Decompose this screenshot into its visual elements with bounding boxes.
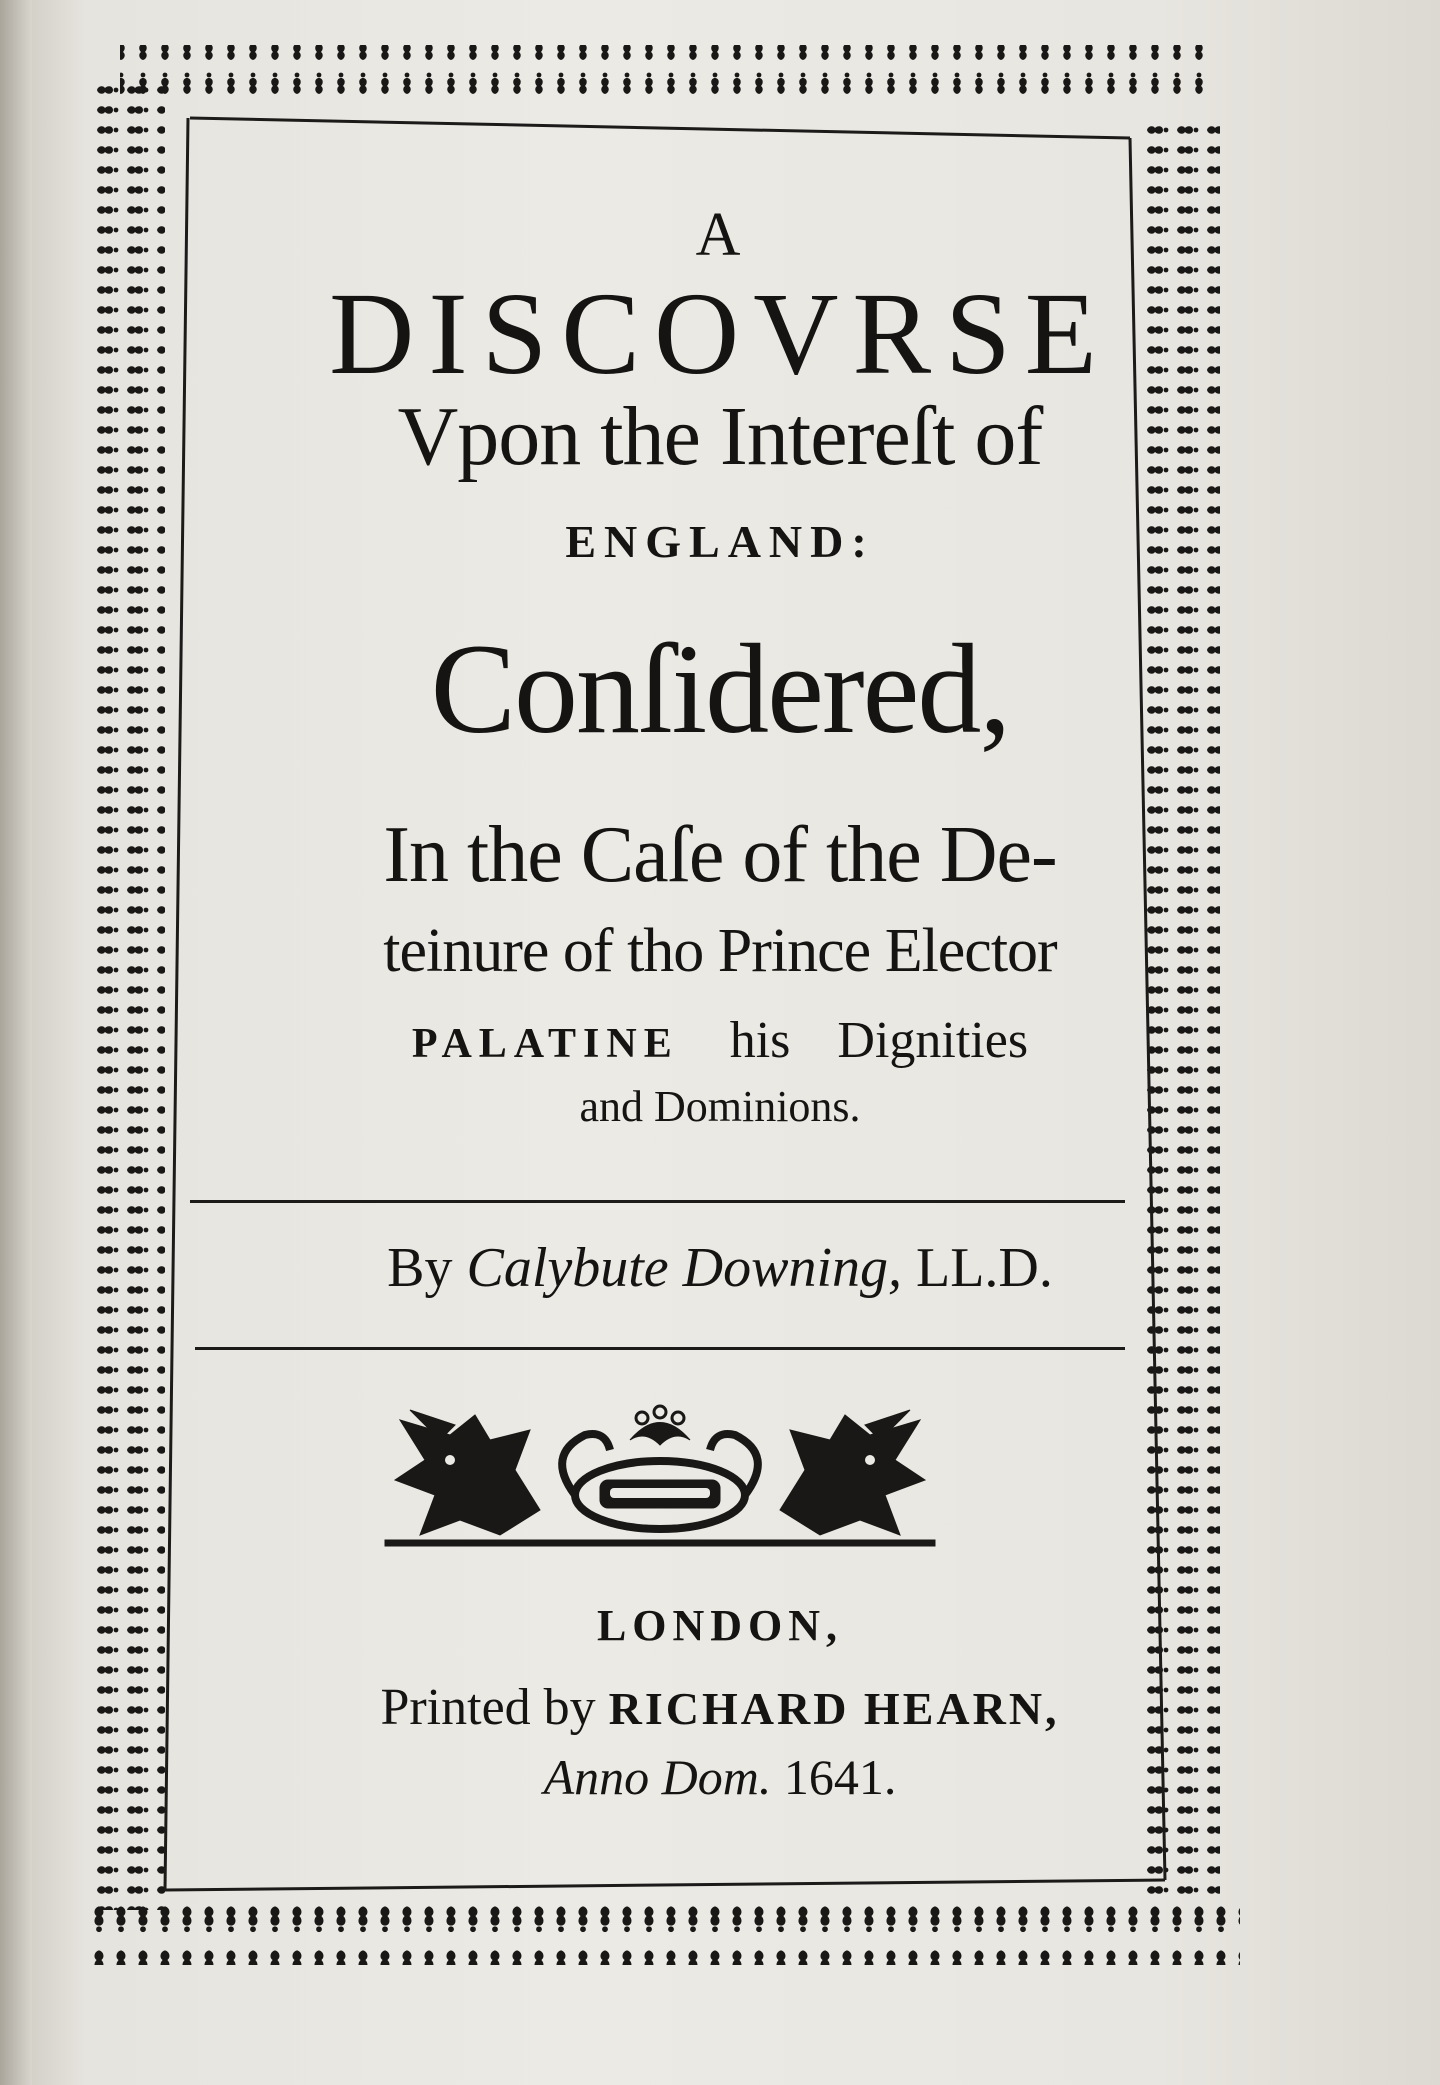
title-article: A bbox=[695, 201, 745, 269]
rule-lower bbox=[195, 1347, 1125, 1350]
title-line-palatine bbox=[0, 1012, 1440, 1069]
author-line bbox=[0, 1237, 1440, 1299]
imprint-anno: Anno Dom. bbox=[543, 1749, 772, 1805]
title-line-deteinure: teinure of tho Prince Elector bbox=[383, 917, 1057, 985]
title-main: DISCOVRSE bbox=[329, 268, 1111, 399]
title-england: ENGLAND: bbox=[565, 516, 875, 567]
title-line-dominions: and Dominions. bbox=[579, 1082, 861, 1131]
imprint-printer-line bbox=[0, 1679, 1440, 1736]
author-by: By bbox=[387, 1237, 453, 1299]
title-line-case: In the Caſe of the De- bbox=[383, 811, 1057, 899]
title-considered: Conſidered, bbox=[430, 618, 1010, 760]
imprint-date-line bbox=[0, 1749, 1440, 1805]
imprint-printed-by: Printed by bbox=[380, 1679, 596, 1736]
dignities-word: Dignities bbox=[837, 1012, 1029, 1069]
author-degree: LL.D. bbox=[916, 1237, 1053, 1299]
rule-upper bbox=[190, 1200, 1125, 1203]
palatine-word: PALATINE bbox=[411, 1021, 679, 1067]
author-name: Calybute Downing, bbox=[466, 1237, 903, 1299]
imprint-printer: RICHARD HEARN, bbox=[608, 1683, 1060, 1734]
his-word: his bbox=[729, 1012, 791, 1069]
title-line-upon: Vpon the Intereſt of bbox=[397, 390, 1043, 483]
griffin-cartouche-ornament-icon bbox=[380, 1400, 940, 1555]
imprint-year: 1641. bbox=[783, 1749, 897, 1805]
imprint-city: LONDON, bbox=[596, 1601, 844, 1650]
